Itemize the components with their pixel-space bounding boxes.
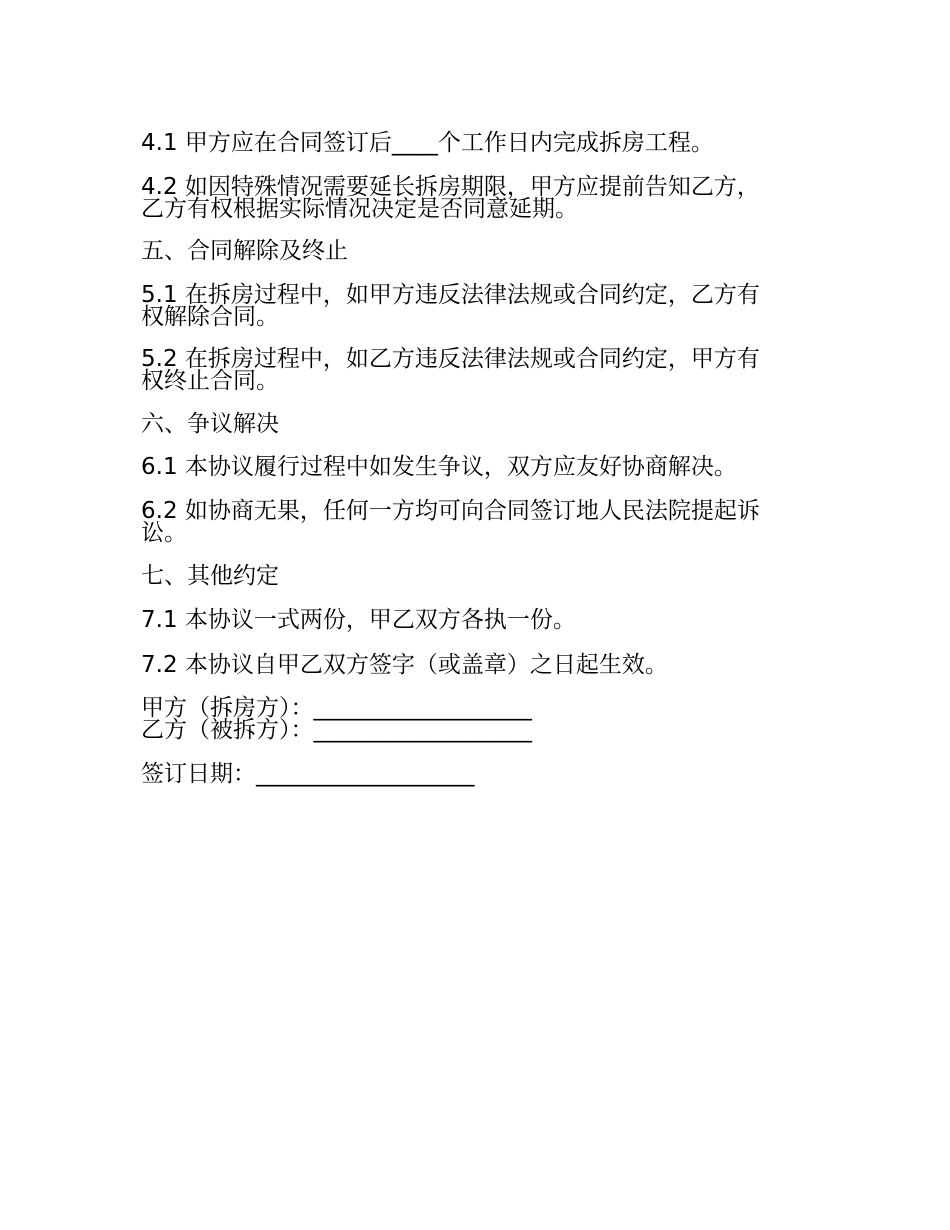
section-heading-7: 七、其他约定: [141, 563, 279, 589]
clause-4-2: [141, 176, 811, 220]
clause-7-1: 7.1 本协议一式两份，甲乙双方各执一份。: [141, 607, 576, 633]
section-heading-5: 五、合同解除及终止: [141, 238, 348, 264]
clause-5-1: [141, 284, 811, 328]
clause-6-2: [141, 500, 811, 544]
clause-7-2: 7.2 本协议自甲乙双方签字（或盖章）之日起生效。: [141, 652, 668, 678]
signature-block: [141, 697, 811, 741]
clause-5-1-line-2: 权解除合同。: [141, 304, 279, 330]
clause-6-1: 6.1 本协议履行过程中如发生争议，双方应友好协商解决。: [141, 454, 737, 480]
clause-4-1: 4.1 甲方应在合同签订后____个工作日内完成拆房工程。: [141, 130, 714, 156]
clause-6-2-line-1: 6.2 如协商无果，任何一方均可向合同签订地人民法院提起诉: [141, 498, 760, 524]
clause-6-2-line-2: 讼。: [141, 520, 187, 546]
clause-5-2-line-1: 5.2 在拆房过程中，如乙方违反法律法规或合同约定，甲方有: [141, 346, 760, 372]
clause-4-2-line-2: 乙方有权根据实际情况决定是否同意延期。: [141, 196, 578, 222]
signing-date: 签订日期：___________________: [141, 761, 475, 787]
clause-5-2: [141, 348, 811, 392]
signature-party-a: 甲方（拆房方）：___________________: [141, 695, 532, 721]
clause-5-1-line-1: 5.1 在拆房过程中，如甲方违反法律法规或合同约定，乙方有: [141, 282, 760, 308]
clause-4-2-line-1: 4.2 如因特殊情况需要延长拆房期限，甲方应提前告知乙方，: [141, 174, 760, 200]
section-heading-6: 六、争议解决: [141, 411, 279, 437]
clause-5-2-line-2: 权终止合同。: [141, 368, 279, 394]
signature-party-b: 乙方（被拆方）：___________________: [141, 717, 532, 743]
